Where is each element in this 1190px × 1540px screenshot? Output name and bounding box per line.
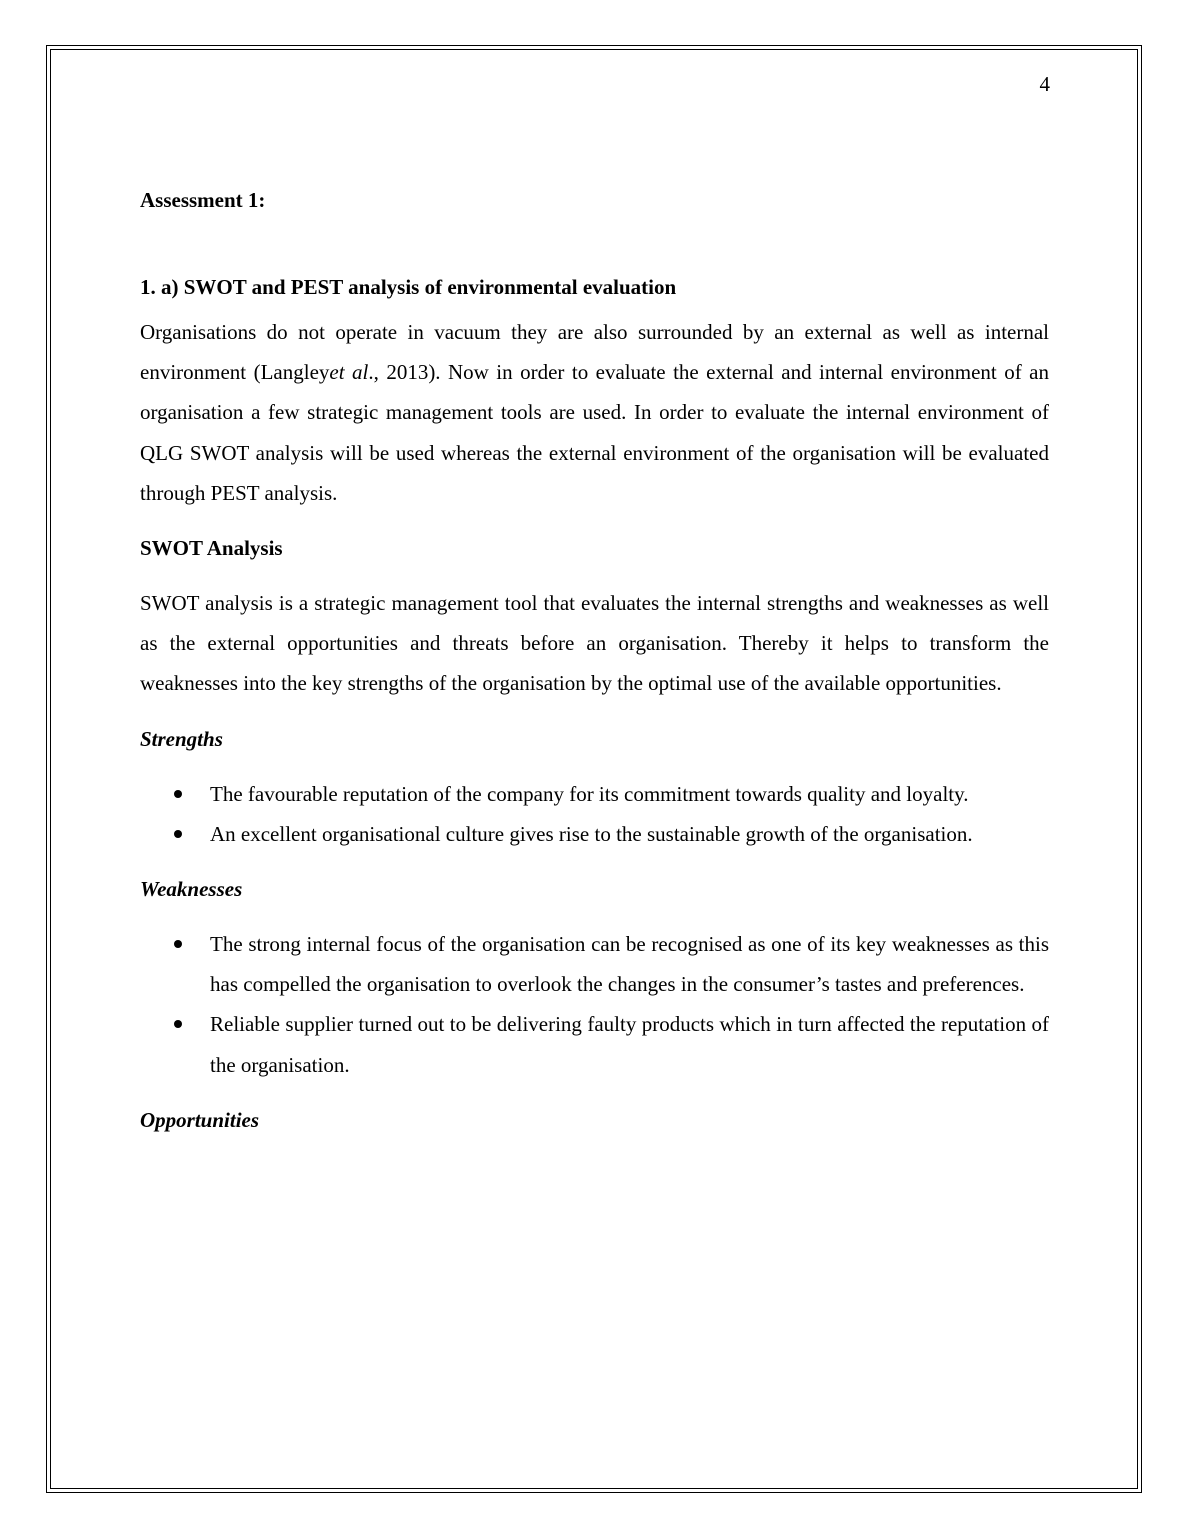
intro-text-part1: Organisations do not operate in vacuum they are also surrounded by an external as well as internal environment (Langley — [140, 320, 1049, 385]
weakness-text: The strong internal focus of the organisation can be recognised as one of its key weaknesses as this has compelled the organisation to overlook the changes in the consumer’s tastes and preferences. — [210, 932, 1049, 997]
swot-heading: SWOT Analysis — [140, 536, 283, 561]
list-item — [210, 1004, 1049, 1084]
list-item — [210, 814, 1049, 854]
strength-text: An excellent organisational culture gives rise to the sustainable growth of the organisation. — [210, 821, 973, 846]
weaknesses-list — [140, 924, 1049, 1085]
page-number: 4 — [1039, 72, 1050, 96]
intro-text-part2: ., 2013). Now in order to evaluate the external and internal environment of an organisation a few strategic management tools are used. In order to evaluate the internal environment of QLG SWOT analysis will be used whereas the external environment of the organisation will be evaluated through PEST analysis. — [140, 360, 1049, 505]
weaknesses-heading: Weaknesses — [140, 877, 243, 902]
assessment-title: Assessment 1: — [140, 188, 266, 212]
citation-et-al: et al — [329, 360, 369, 385]
opportunities-heading: Opportunities — [140, 1107, 260, 1132]
strengths-heading: Strengths — [140, 726, 223, 751]
strength-text: The favourable reputation of the company for its commitment towards quality and loyalty. — [210, 781, 969, 806]
list-item — [210, 774, 1049, 814]
swot-paragraph: SWOT analysis is a strategic management tool that evaluates the internal strengths and weaknesses as well as the external opportunities and threats before an organisation. Thereby it helps to transform the weaknesses into the key strengths of the organisation by the optimal use of the available opportunities. — [140, 591, 1049, 696]
list-item — [210, 924, 1049, 1004]
document-body — [140, 185, 1049, 1135]
bullet-icon — [174, 830, 182, 838]
strengths-list — [140, 774, 1049, 854]
weakness-text: Reliable supplier turned out to be delivering faulty products which in turn affected the reputation of the organisation. — [210, 1012, 1049, 1077]
bullet-icon — [174, 790, 182, 798]
bullet-icon — [174, 940, 182, 948]
bullet-icon — [174, 1020, 182, 1028]
section-title: 1. a) SWOT and PEST analysis of environmental evaluation — [140, 275, 677, 299]
intro-paragraph — [140, 312, 1049, 513]
